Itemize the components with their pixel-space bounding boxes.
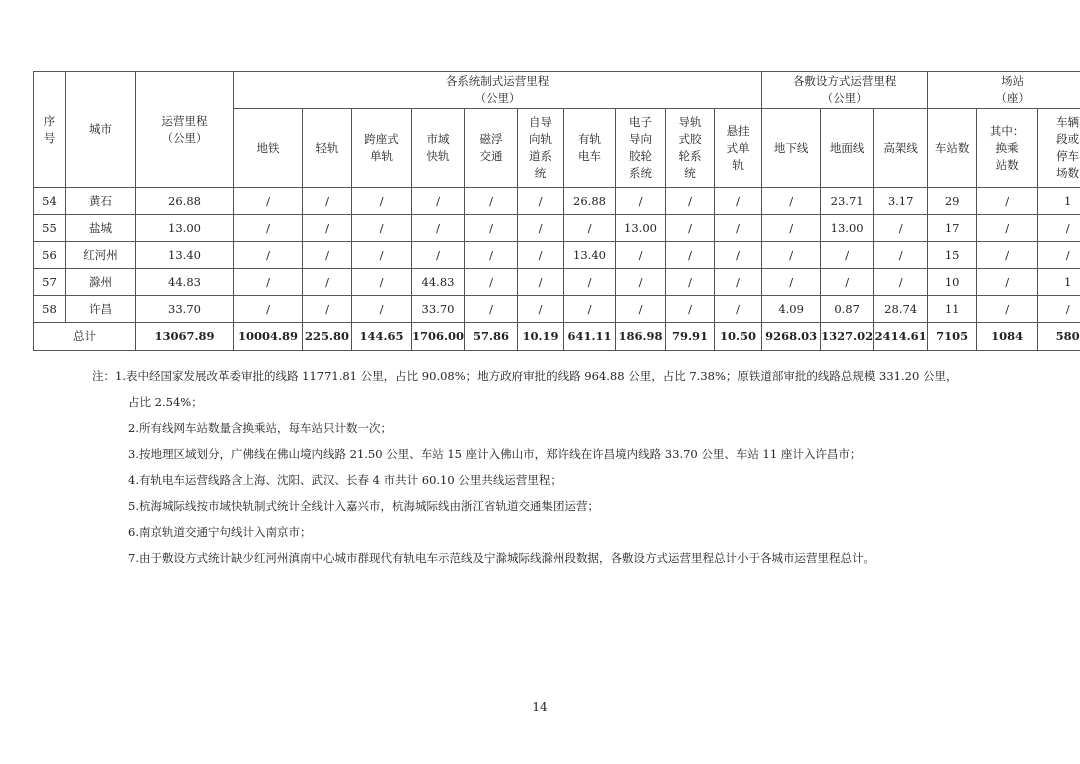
header-underground: 地下线 [762,109,821,188]
header-guided-rubber-tyre: 电子 导向 胶轮 系统 [616,109,666,188]
header-elevated: 高架线 [874,109,928,188]
cell-light-rail: / [303,242,352,269]
cell-straddle-monorail: / [352,242,412,269]
cell-station-count: 11 [928,296,977,323]
cell-straddle-monorail: / [352,188,412,215]
cell-transfer-stations: / [977,296,1038,323]
note-4: 4.有轨电车运营线路含上海、沈阳、武汉、长春 4 市共计 60.10 公里共线运营里程； [128,473,562,487]
header-suspended-monorail: 悬挂 式单 轨 [715,109,762,188]
table-row [34,188,1080,215]
cell-light-rail: / [303,215,352,242]
cell-guided-rubber-tyre: / [616,296,666,323]
cell-apm: / [518,188,564,215]
total-station-count: 7105 [928,323,977,351]
cell-elevated: 3.17 [874,188,928,215]
header-mileage: 运营里程 （公里） [136,72,234,188]
cell-transfer-stations: / [977,269,1038,296]
page-number: 14 [532,700,548,714]
row-city: 许昌 [66,296,136,323]
row-seq: 58 [34,296,66,323]
total-guided-rubber-tyre: 186.98 [616,323,666,351]
total-elevated: 2414.61 [874,323,928,351]
cell-elevated: / [874,215,928,242]
cell-tram: / [564,269,616,296]
total-depots: 580 [1038,323,1080,351]
header-laying-group: 各敷设方式运营里程 （公里） [762,72,928,109]
cell-station-count: 17 [928,215,977,242]
header-straddle-monorail: 跨座式 单轨 [352,109,412,188]
total-suspended-monorail: 10.50 [715,323,762,351]
cell-suspended-monorail: / [715,188,762,215]
cell-at-grade: 0.87 [821,296,874,323]
cell-tram: / [564,296,616,323]
total-transfer-stations: 1084 [977,323,1038,351]
cell-suburban-rail: / [412,188,465,215]
cell-light-rail: / [303,269,352,296]
cell-underground: 4.09 [762,296,821,323]
header-depots: 车辆 段或 停车 场数 [1038,109,1080,188]
cell-underground: / [762,242,821,269]
row-seq: 56 [34,242,66,269]
total-mileage: 13067.89 [136,323,234,351]
cell-suspended-monorail: / [715,215,762,242]
row-city: 滁州 [66,269,136,296]
total-apm: 10.19 [518,323,564,351]
cell-maglev: / [465,296,518,323]
header-light-rail: 轻轨 [303,109,352,188]
cell-transfer-stations: / [977,215,1038,242]
total-underground: 9268.03 [762,323,821,351]
cell-at-grade: / [821,242,874,269]
header-at-grade: 地面线 [821,109,874,188]
row-seq: 55 [34,215,66,242]
cell-at-grade: 23.71 [821,188,874,215]
header-stations-group: 场站 （座） [928,72,1080,109]
row-seq: 57 [34,269,66,296]
note-1-line-2: 占比 2.54%； [128,395,203,409]
cell-guided-rubber-tyre: 13.00 [616,215,666,242]
note-2: 2.所有线网车站数量含换乘站，每车站只计数一次； [128,421,392,435]
cell-transfer-stations: / [977,242,1038,269]
cell-elevated: 28.74 [874,296,928,323]
header-maglev: 磁浮 交通 [465,109,518,188]
cell-suspended-monorail: / [715,242,762,269]
total-straddle-monorail: 144.65 [352,323,412,351]
cell-straddle-monorail: / [352,296,412,323]
header-rail-guided-rubber: 导轨 式胶 轮系 统 [666,109,715,188]
cell-transfer-stations: / [977,188,1038,215]
cell-depots: 1 [1038,269,1080,296]
cell-rail-guided-rubber: / [666,269,715,296]
total-metro: 10004.89 [234,323,303,351]
cell-at-grade: 13.00 [821,215,874,242]
cell-suburban-rail: 44.83 [412,269,465,296]
cell-mileage: 13.00 [136,215,234,242]
row-seq: 54 [34,188,66,215]
cell-straddle-monorail: / [352,269,412,296]
cell-tram: / [564,215,616,242]
cell-depots: 1 [1038,188,1080,215]
cell-rail-guided-rubber: / [666,188,715,215]
cell-underground: / [762,188,821,215]
cell-at-grade: / [821,269,874,296]
cell-guided-rubber-tyre: / [616,188,666,215]
cell-guided-rubber-tyre: / [616,269,666,296]
cell-station-count: 10 [928,269,977,296]
cell-mileage: 26.88 [136,188,234,215]
header-seq: 序 号 [34,72,66,188]
cell-station-count: 29 [928,188,977,215]
cell-depots: / [1038,296,1080,323]
header-apm: 自导 向轨 道系 统 [518,109,564,188]
cell-metro: / [234,296,303,323]
cell-apm: / [518,296,564,323]
cell-depots: / [1038,215,1080,242]
note-3: 3.按地理区域划分，广佛线在佛山境内线路 21.50 公里、车站 15 座计入佛山市，郑许线在许昌境内线路 33.70 公里、车站 11 座计入许昌市； [128,447,862,461]
cell-suburban-rail: / [412,215,465,242]
header-city: 城市 [66,72,136,188]
cell-metro: / [234,188,303,215]
total-row [34,323,1080,351]
cell-underground: / [762,269,821,296]
cell-rail-guided-rubber: / [666,296,715,323]
header-systems-group: 各系统制式运营里程 （公里） [234,72,762,109]
cell-tram: 26.88 [564,188,616,215]
row-city: 红河州 [66,242,136,269]
cell-rail-guided-rubber: / [666,242,715,269]
cell-elevated: / [874,269,928,296]
cell-apm: / [518,269,564,296]
table-row [34,269,1080,296]
cell-light-rail: / [303,296,352,323]
note-7: 7.由于敷设方式统计缺少红河州滇南中心城市群现代有轨电车示范线及宁滁城际线滁州段数据，各敷设方式运营里程总计小于各城市运营里程总计。 [128,551,875,565]
total-tram: 641.11 [564,323,616,351]
header-metro: 地铁 [234,109,303,188]
table-row [34,215,1080,242]
cell-underground: / [762,215,821,242]
table-row [34,242,1080,269]
cell-apm: / [518,242,564,269]
header-tram: 有轨 电车 [564,109,616,188]
cell-metro: / [234,242,303,269]
cell-mileage: 33.70 [136,296,234,323]
table-body [34,188,1080,351]
total-suburban-rail: 1706.00 [412,323,465,351]
cell-light-rail: / [303,188,352,215]
cell-elevated: / [874,242,928,269]
mileage-table [33,71,1080,351]
cell-suburban-rail: 33.70 [412,296,465,323]
total-rail-guided-rubber: 79.91 [666,323,715,351]
total-at-grade: 1327.02 [821,323,874,351]
cell-metro: / [234,215,303,242]
total-label: 总计 [34,323,136,351]
header-suburban-rail: 市域 快轨 [412,109,465,188]
cell-tram: 13.40 [564,242,616,269]
header-station-count: 车站数 [928,109,977,188]
row-city: 盐城 [66,215,136,242]
total-maglev: 57.86 [465,323,518,351]
table-row [34,296,1080,323]
row-city: 黄石 [66,188,136,215]
cell-station-count: 15 [928,242,977,269]
note-1-line-1: 注：1.表中经国家发展改革委审批的线路 11771.81 公里，占比 90.08%；地方政府审批的线路 964.88 公里，占比 7.38%；原铁道部审批的线路总规模 331.20 公里， [92,369,958,383]
total-light-rail: 225.80 [303,323,352,351]
header-transfer-stations: 其中： 换乘 站数 [977,109,1038,188]
cell-rail-guided-rubber: / [666,215,715,242]
cell-suspended-monorail: / [715,269,762,296]
note-5: 5.杭海城际线按市域快轨制式统计全线计入嘉兴市，杭海城际线由浙江省轨道交通集团运营； [128,499,599,513]
cell-apm: / [518,215,564,242]
cell-mileage: 44.83 [136,269,234,296]
cell-maglev: / [465,215,518,242]
cell-maglev: / [465,242,518,269]
cell-maglev: / [465,188,518,215]
cell-suburban-rail: / [412,242,465,269]
cell-suspended-monorail: / [715,296,762,323]
cell-straddle-monorail: / [352,215,412,242]
cell-guided-rubber-tyre: / [616,242,666,269]
note-6: 6.南京轨道交通宁句线计入南京市； [128,525,312,539]
cell-maglev: / [465,269,518,296]
cell-depots: / [1038,242,1080,269]
cell-metro: / [234,269,303,296]
cell-mileage: 13.40 [136,242,234,269]
